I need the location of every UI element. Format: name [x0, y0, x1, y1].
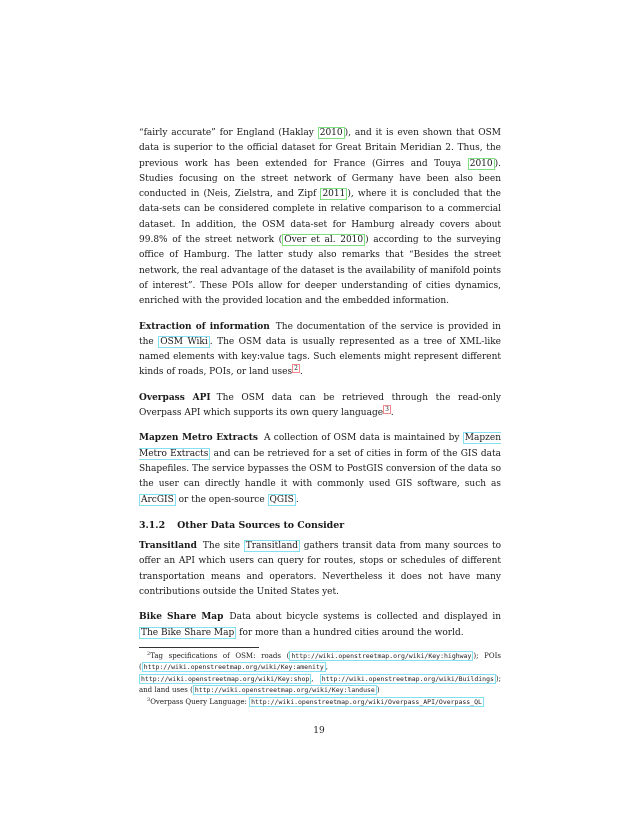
overpass-paragraph	[139, 391, 501, 422]
url-link[interactable]: http://wiki.openstreetmap.org/wiki/Key:amenity	[143, 663, 324, 672]
paragraph-heading: Bike Share Map	[139, 612, 224, 623]
page-body	[139, 126, 501, 708]
url-link[interactable]: http://wiki.openstreetmap.org/wiki/Key:shop	[141, 674, 310, 683]
paragraph-heading: Overpass API	[139, 392, 211, 403]
paragraph-heading: Extraction of information	[139, 321, 270, 332]
footnote-2	[139, 651, 501, 697]
text: . The OSM data is usually represented as a tree of XML-like named elements with key:value tags. Such elements might represent different kinds of roads, POIs, or land uses	[139, 336, 501, 378]
text: and can be retrieved for a set of cities in form of the GIS data Shapefiles. The service bypasses the OSM to PostGIS conversion of the data so the user can directly handle it with commonly used GIS software, such as	[139, 448, 502, 490]
text: .	[299, 367, 303, 378]
text: )	[376, 686, 380, 695]
mapzen-link[interactable]: Mapzen Metro Extracts	[139, 433, 501, 459]
text: ), and it is even shown that OSM data is superior to the official dataset for Great Britain Meridian 2. Thus, the previous work has been extended for France (Girres and Touya	[139, 128, 501, 169]
text: ); and land uses (	[139, 674, 501, 695]
section-number: 3.1.2	[139, 519, 166, 531]
footnote-rule	[139, 647, 259, 648]
transitland-paragraph	[139, 539, 501, 600]
text: ), where it is concluded that the data-sets can be considered complete in relative comparison to a commercial dataset. In addition, the OSM data-set for Hamburg already covers about 99.8% of the street network (	[139, 189, 501, 246]
section-title: Other Data Sources to Consider	[177, 519, 345, 531]
section-heading	[139, 518, 501, 533]
footnote-marker[interactable]: 3	[385, 406, 389, 414]
citation-link[interactable]: 2010	[319, 128, 343, 138]
text: The site	[202, 541, 244, 552]
text: gathers transit data from many sources to offer an API which users can query for routes, stops or schedules of different transportation means and operators. Nevertheless it does not have many contributions outside the United States yet.	[139, 541, 501, 598]
url-link[interactable]: http://wiki.openstreetmap.org/wiki/Buildings	[321, 674, 494, 683]
mapzen-paragraph	[139, 431, 501, 507]
footnote-marker[interactable]: 2	[294, 365, 298, 373]
text: or the open-source	[175, 494, 268, 505]
intro-paragraph	[139, 126, 501, 310]
bikeshare-paragraph	[139, 610, 501, 641]
transitland-link[interactable]: Transitland	[245, 541, 299, 552]
text: ). Studies focusing on the street network of Germany have been also been conducted in (Neis, Zielstra, and Zipf	[139, 158, 501, 200]
text: The documentation of the service is provided in the	[139, 321, 501, 347]
text: .	[390, 408, 394, 419]
text: “fairly accurate” for England (Haklay	[139, 128, 318, 138]
text: ,	[311, 674, 320, 683]
citation-link[interactable]: Over et al. 2010	[284, 235, 364, 246]
text: Data about bicycle systems is collected and displayed in	[229, 612, 502, 623]
citation-link[interactable]: 2011	[322, 189, 346, 200]
bikeshare-link[interactable]: The Bike Share Map	[141, 627, 235, 638]
text: ,	[325, 663, 328, 672]
paragraph-heading: Mapzen Metro Extracts	[139, 433, 258, 444]
text: ) according to the surveying office of Hamburg. The latter study also remarks that “Besides the street network, the real advantage of the dataset is the availability of manifold points of interest”. These POIs allow for deeper understanding of cities dynamics, enriched with the provided location and the embedded information.	[139, 235, 501, 307]
footnote-number: 2	[147, 650, 151, 657]
footnote-number: 3	[147, 696, 151, 703]
osm-wiki-link[interactable]: OSM Wiki	[160, 336, 208, 347]
text: .	[295, 494, 299, 505]
arcgis-link[interactable]: ArcGIS	[141, 494, 174, 505]
extraction-paragraph	[139, 320, 501, 381]
citation-link[interactable]: 2010	[469, 158, 493, 169]
qgis-link[interactable]: QGIS	[269, 494, 294, 505]
text: Tag specifications of OSM: roads (	[150, 651, 290, 660]
text: The OSM data can be retrieved through the read-only Overpass API which supports its own query language	[139, 392, 502, 419]
url-link[interactable]: http://wiki.openstreetmap.org/wiki/Overpass_API/Overpass_QL	[251, 697, 482, 706]
url-link[interactable]: http://wiki.openstreetmap.org/wiki/Key:landuse	[194, 686, 375, 695]
text: for more than a hundred cities around the world.	[236, 627, 464, 638]
text: A collection of OSM data is maintained by	[263, 433, 463, 444]
text: Overpass Query Language:	[150, 697, 250, 706]
page-number: 19	[313, 726, 325, 736]
paragraph-heading: Transitland	[139, 541, 197, 552]
text: ); POIs (	[139, 651, 501, 672]
footnote-3	[139, 697, 501, 709]
url-link[interactable]: http://wiki.openstreetmap.org/wiki/Key:highway	[291, 651, 472, 660]
